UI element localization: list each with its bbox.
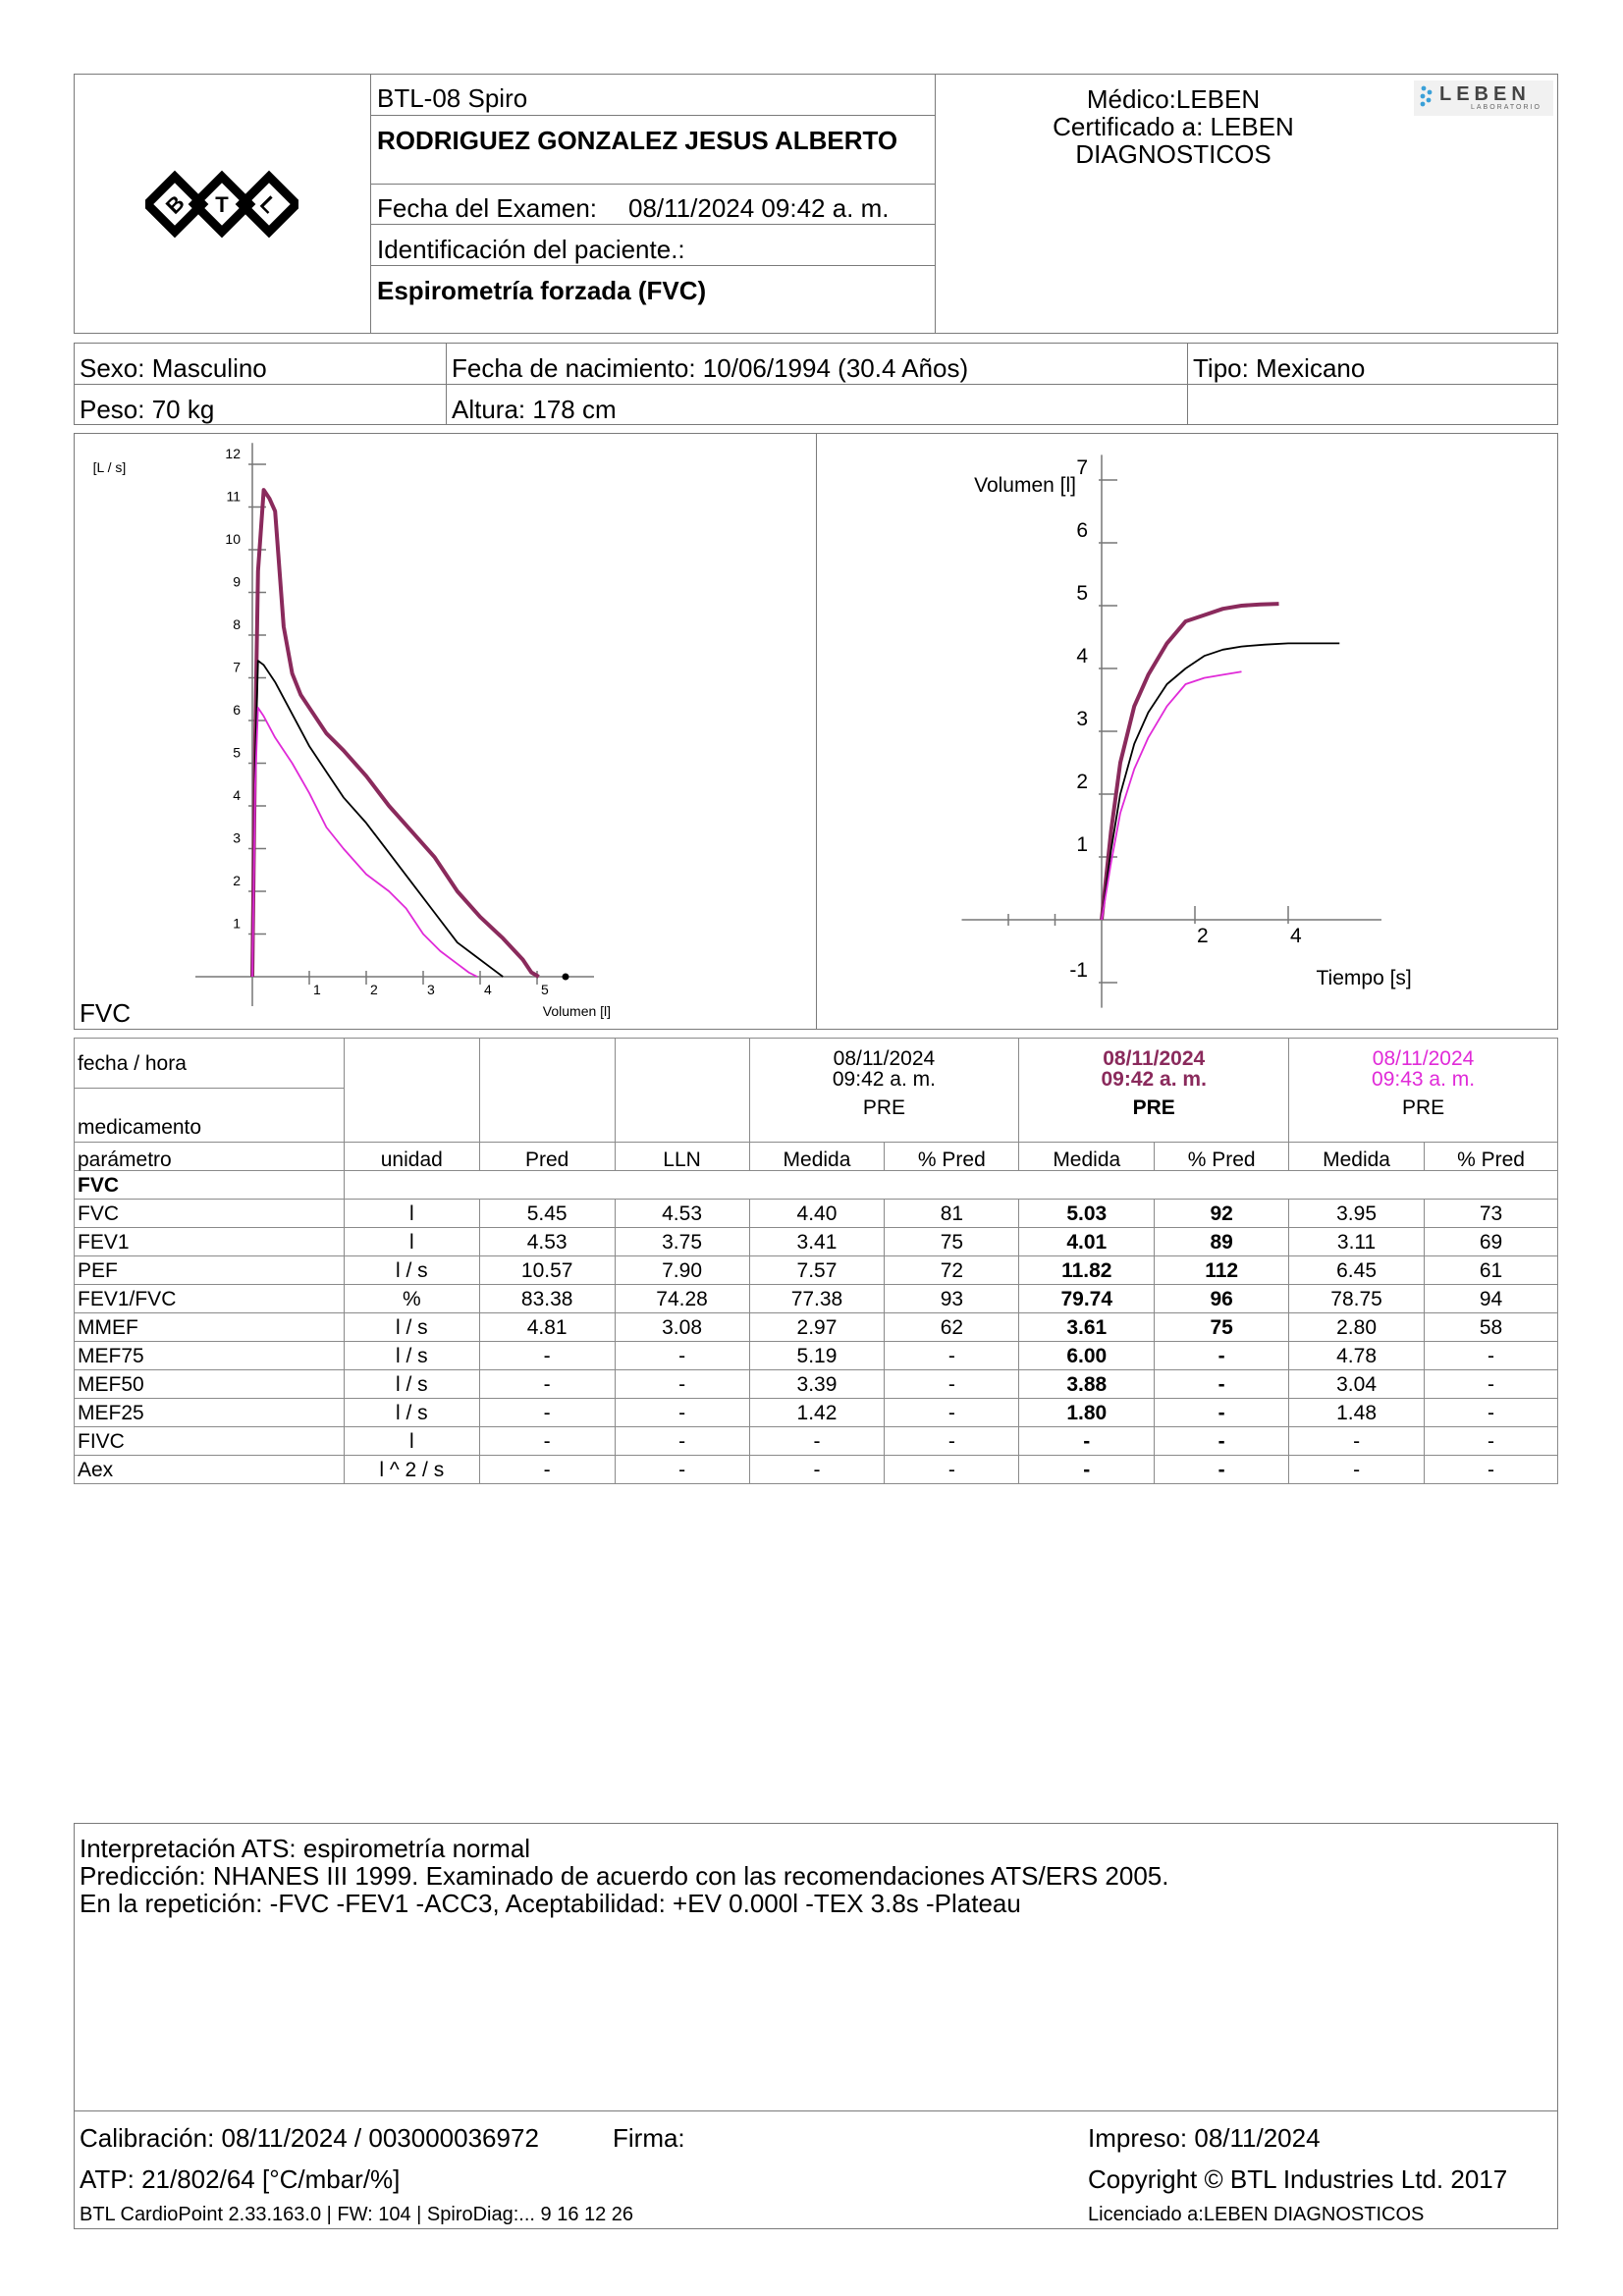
parameter-name: MEF75 bbox=[75, 1342, 345, 1370]
parameter-value: 7.57 bbox=[749, 1256, 885, 1285]
parameter-value: 1.48 bbox=[1289, 1399, 1425, 1427]
patient-id-label: Identificación del paciente.: bbox=[377, 235, 685, 264]
parameter-value: 2.80 bbox=[1289, 1313, 1425, 1342]
table-column-header-row bbox=[75, 1143, 1558, 1171]
vt-y-tick-label: 1 bbox=[1076, 833, 1088, 856]
vt-series-3 bbox=[1102, 671, 1242, 920]
parameter-name: MMEF bbox=[75, 1313, 345, 1342]
parameter-value: - bbox=[749, 1427, 885, 1456]
vt-y-tick-label: 2 bbox=[1076, 771, 1088, 793]
parameter-value: l / s bbox=[344, 1370, 479, 1399]
parameter-value: 11.82 bbox=[1019, 1256, 1155, 1285]
vt-y-tick-label: 5 bbox=[1076, 582, 1088, 605]
software-version: BTL CardioPoint 2.33.163.0 | FW: 104 | SpiroDiag:... 9 16 12 26 bbox=[80, 2204, 634, 2225]
table-row bbox=[75, 1228, 1558, 1256]
parameter-value: - bbox=[479, 1342, 615, 1370]
vt-x-tick-label: 2 bbox=[1197, 925, 1209, 947]
flow-series-2 bbox=[252, 661, 503, 977]
parameter-value: 3.08 bbox=[615, 1313, 749, 1342]
parameter-value: 79.74 bbox=[1019, 1285, 1155, 1313]
table-row bbox=[75, 1399, 1558, 1427]
parameter-value: 4.81 bbox=[479, 1313, 615, 1342]
parameter-value: 3.61 bbox=[1019, 1313, 1155, 1342]
parameter-value: - bbox=[1155, 1399, 1289, 1427]
session-date: 08/11/2024 bbox=[1103, 1047, 1206, 1070]
parameter-value: 6.45 bbox=[1289, 1256, 1425, 1285]
table-row bbox=[75, 1200, 1558, 1228]
flow-y-axis-label: [L / s] bbox=[92, 459, 127, 475]
vt-y-tick-label: -1 bbox=[1069, 959, 1088, 982]
parameter-name: FVC bbox=[75, 1200, 345, 1228]
volume-time-chart bbox=[818, 435, 1556, 1028]
flow-x-axis-label: Volumen [l] bbox=[542, 1003, 612, 1019]
table-row bbox=[75, 1427, 1558, 1456]
group-label: FVC bbox=[75, 1171, 345, 1200]
flow-x-tick-label: 3 bbox=[427, 982, 435, 997]
flow-corner-label: FVC bbox=[80, 998, 131, 1028]
printed-date: Impreso: 08/11/2024 bbox=[1088, 2123, 1321, 2153]
parameter-value: 94 bbox=[1425, 1285, 1558, 1313]
parameter-value: 3.11 bbox=[1289, 1228, 1425, 1256]
parameter-value: - bbox=[1289, 1427, 1425, 1456]
parameter-value: 3.75 bbox=[615, 1228, 749, 1256]
table-row bbox=[75, 1313, 1558, 1342]
parameter-value: - bbox=[885, 1399, 1019, 1427]
session-header bbox=[1019, 1039, 1289, 1143]
table-header-row bbox=[75, 1039, 1558, 1089]
exam-date-label: Fecha del Examen: bbox=[377, 193, 598, 223]
flow-series-1 bbox=[252, 490, 539, 977]
vt-series-2 bbox=[1102, 643, 1339, 920]
parameter-value: 112 bbox=[1155, 1256, 1289, 1285]
parameter-value: 75 bbox=[885, 1228, 1019, 1256]
parameter-value: 3.41 bbox=[749, 1228, 885, 1256]
vt-y-axis-label: Volumen [l] bbox=[974, 474, 1076, 497]
patient-height: Altura: 178 cm bbox=[452, 395, 617, 424]
flow-y-tick-label: 9 bbox=[233, 573, 241, 590]
parameter-value: - bbox=[1425, 1399, 1558, 1427]
session-header bbox=[1289, 1039, 1558, 1143]
patient-sex: Sexo: Masculino bbox=[80, 353, 267, 383]
parameter-value: - bbox=[615, 1399, 749, 1427]
parameter-value: 93 bbox=[885, 1285, 1019, 1313]
column-header: % Pred bbox=[885, 1143, 1019, 1171]
parameter-value: 74.28 bbox=[615, 1285, 749, 1313]
certified-line2: DIAGNOSTICOS bbox=[1075, 139, 1271, 169]
parameter-value: 92 bbox=[1155, 1200, 1289, 1228]
parameter-value: - bbox=[885, 1342, 1019, 1370]
flow-x-tick-label: 5 bbox=[541, 982, 549, 997]
session-medication: PRE bbox=[1401, 1096, 1445, 1119]
column-header: parámetro bbox=[75, 1143, 345, 1171]
flow-volume-chart bbox=[76, 435, 815, 1028]
flow-y-tick-label: 12 bbox=[225, 446, 241, 461]
parameter-value: l bbox=[344, 1427, 479, 1456]
parameter-value: 58 bbox=[1425, 1313, 1558, 1342]
parameter-value: - bbox=[1425, 1427, 1558, 1456]
parameter-value: 5.19 bbox=[749, 1342, 885, 1370]
flow-y-tick-label: 8 bbox=[233, 616, 241, 632]
parameter-value: 10.57 bbox=[479, 1256, 615, 1285]
parameter-value: 3.04 bbox=[1289, 1370, 1425, 1399]
device-name: BTL-08 Spiro bbox=[377, 83, 528, 113]
parameter-value: 96 bbox=[1155, 1285, 1289, 1313]
parameter-value: - bbox=[885, 1370, 1019, 1399]
parameter-name: FEV1/FVC bbox=[75, 1285, 345, 1313]
session-time: 09:42 a. m. bbox=[832, 1068, 936, 1091]
btl-logo bbox=[145, 165, 298, 243]
parameter-value: - bbox=[885, 1456, 1019, 1484]
parameter-value: 4.40 bbox=[749, 1200, 885, 1228]
parameter-value: 73 bbox=[1425, 1200, 1558, 1228]
calibration: Calibración: 08/11/2024 / 003000036972 bbox=[80, 2123, 539, 2153]
flow-y-tick-label: 4 bbox=[233, 787, 241, 803]
header-empty bbox=[479, 1039, 615, 1143]
parameter-value: % bbox=[344, 1285, 479, 1313]
flow-y-tick-label: 2 bbox=[233, 873, 241, 888]
parameter-value: 3.88 bbox=[1019, 1370, 1155, 1399]
column-header: Medida bbox=[1289, 1143, 1425, 1171]
parameter-value: 75 bbox=[1155, 1313, 1289, 1342]
parameter-value: 2.97 bbox=[749, 1313, 885, 1342]
parameter-value: - bbox=[1155, 1370, 1289, 1399]
patient-weight: Peso: 70 kg bbox=[80, 395, 215, 424]
vt-series-1 bbox=[1102, 604, 1279, 920]
parameter-name: MEF50 bbox=[75, 1370, 345, 1399]
vt-y-tick-label: 6 bbox=[1076, 519, 1088, 542]
flow-x-tick-label: 1 bbox=[313, 982, 321, 997]
session-date: 08/11/2024 bbox=[833, 1047, 936, 1070]
parameter-value: - bbox=[615, 1370, 749, 1399]
parameter-value: 4.01 bbox=[1019, 1228, 1155, 1256]
leben-logo-subtext: LABORATORIO bbox=[1471, 104, 1542, 111]
parameter-value: - bbox=[615, 1342, 749, 1370]
parameter-value: 81 bbox=[885, 1200, 1019, 1228]
parameter-value: 61 bbox=[1425, 1256, 1558, 1285]
table-row bbox=[75, 1285, 1558, 1313]
column-header: Medida bbox=[749, 1143, 885, 1171]
btl-logo-b: B bbox=[160, 189, 189, 219]
parameter-value: 69 bbox=[1425, 1228, 1558, 1256]
parameter-value: - bbox=[479, 1399, 615, 1427]
parameter-value: 5.03 bbox=[1019, 1200, 1155, 1228]
column-header: Medida bbox=[1019, 1143, 1155, 1171]
parameter-value: 7.90 bbox=[615, 1256, 749, 1285]
doctor: Médico:LEBEN bbox=[1086, 84, 1261, 114]
parameter-name: FEV1 bbox=[75, 1228, 345, 1256]
parameter-value: 89 bbox=[1155, 1228, 1289, 1256]
session-time: 09:43 a. m. bbox=[1372, 1068, 1476, 1091]
interpretation-line2: Predicción: NHANES III 1999. Examinado de acuerdo con las recomendaciones ATS/ERS 2005. bbox=[80, 1861, 1169, 1891]
parameter-value: - bbox=[615, 1427, 749, 1456]
flow-x-tick-label: 4 bbox=[484, 982, 492, 997]
parameter-value: - bbox=[1155, 1342, 1289, 1370]
vt-x-axis-label: Tiempo [s] bbox=[1316, 967, 1412, 989]
parameter-name: Aex bbox=[75, 1456, 345, 1484]
exam-date: 08/11/2024 09:42 a. m. bbox=[628, 193, 890, 223]
parameter-value: l / s bbox=[344, 1256, 479, 1285]
parameter-name: PEF bbox=[75, 1256, 345, 1285]
table-row bbox=[75, 1370, 1558, 1399]
licensed-to: Licenciado a:LEBEN DIAGNOSTICOS bbox=[1088, 2204, 1425, 2225]
flow-end-marker bbox=[563, 974, 569, 981]
parameter-value: - bbox=[885, 1427, 1019, 1456]
parameter-value: l / s bbox=[344, 1399, 479, 1427]
table-group-row bbox=[75, 1171, 1558, 1200]
patient-birth: Fecha de nacimiento: 10/06/1994 (30.4 Años) bbox=[452, 353, 969, 383]
parameter-value: 1.80 bbox=[1019, 1399, 1155, 1427]
parameter-value: l bbox=[344, 1228, 479, 1256]
session-time: 09:42 a. m. bbox=[1101, 1068, 1207, 1091]
patient-type: Tipo: Mexicano bbox=[1193, 353, 1366, 383]
parameter-value: 4.53 bbox=[615, 1200, 749, 1228]
parameter-value: l / s bbox=[344, 1342, 479, 1370]
signature-label: Firma: bbox=[613, 2123, 685, 2153]
parameter-value: - bbox=[1425, 1370, 1558, 1399]
test-type: Espirometría forzada (FVC) bbox=[377, 276, 707, 305]
interpretation-line3: En la repetición: -FVC -FEV1 -ACC3, Aceptabilidad: +EV 0.000l -TEX 3.8s -Plateau bbox=[80, 1889, 1021, 1918]
column-header: % Pred bbox=[1155, 1143, 1289, 1171]
column-header: LLN bbox=[615, 1143, 749, 1171]
parameter-value: - bbox=[615, 1456, 749, 1484]
flow-y-tick-label: 6 bbox=[233, 702, 241, 718]
header-empty bbox=[344, 1039, 479, 1143]
parameter-value: 62 bbox=[885, 1313, 1019, 1342]
parameter-name: FIVC bbox=[75, 1427, 345, 1456]
leben-logo-text: LEBEN bbox=[1439, 83, 1531, 105]
flow-y-tick-label: 11 bbox=[226, 488, 241, 505]
interpretation-line1: Interpretación ATS: espirometría normal bbox=[80, 1834, 531, 1863]
parameter-name: MEF25 bbox=[75, 1399, 345, 1427]
leben-logo bbox=[1414, 80, 1553, 116]
parameter-value: 1.42 bbox=[749, 1399, 885, 1427]
parameter-value: 78.75 bbox=[1289, 1285, 1425, 1313]
header-medicamento: medicamento bbox=[75, 1089, 345, 1143]
parameter-value: - bbox=[479, 1370, 615, 1399]
session-medication: PRE bbox=[862, 1096, 905, 1119]
flow-y-tick-label: 5 bbox=[233, 744, 241, 761]
parameter-value: l bbox=[344, 1200, 479, 1228]
flow-x-tick-label: 2 bbox=[370, 982, 378, 997]
session-date: 08/11/2024 bbox=[1372, 1047, 1475, 1070]
parameter-value: 6.00 bbox=[1019, 1342, 1155, 1370]
header-empty bbox=[615, 1039, 749, 1143]
parameter-value: 83.38 bbox=[479, 1285, 615, 1313]
atp: ATP: 21/802/64 [°C/mbar/%] bbox=[80, 2164, 401, 2194]
parameter-value: l ^ 2 / s bbox=[344, 1456, 479, 1484]
parameter-value: 4.53 bbox=[479, 1228, 615, 1256]
parameter-value: l / s bbox=[344, 1313, 479, 1342]
certified-line1: Certificado a: LEBEN bbox=[1053, 112, 1294, 141]
parameter-value: - bbox=[479, 1427, 615, 1456]
session-header bbox=[749, 1039, 1019, 1143]
patient-name: RODRIGUEZ GONZALEZ JESUS ALBERTO bbox=[377, 126, 898, 155]
flow-y-tick-label: 10 bbox=[225, 531, 241, 547]
parameter-value: - bbox=[479, 1456, 615, 1484]
header-fecha-hora: fecha / hora bbox=[75, 1039, 345, 1089]
vt-y-tick-label: 4 bbox=[1076, 645, 1088, 667]
btl-logo-l: L bbox=[255, 190, 283, 218]
flow-y-tick-label: 7 bbox=[233, 659, 241, 675]
table-row bbox=[75, 1256, 1558, 1285]
table-row bbox=[75, 1456, 1558, 1484]
table-row bbox=[75, 1342, 1558, 1370]
vt-y-tick-label: 7 bbox=[1076, 456, 1088, 479]
group-empty bbox=[344, 1171, 1557, 1200]
parameter-value: - bbox=[1155, 1427, 1289, 1456]
parameter-value: 3.39 bbox=[749, 1370, 885, 1399]
parameter-value: - bbox=[1425, 1456, 1558, 1484]
flow-series-3 bbox=[252, 708, 477, 977]
parameter-value: - bbox=[1019, 1456, 1155, 1484]
parameter-value: 5.45 bbox=[479, 1200, 615, 1228]
parameter-value: 4.78 bbox=[1289, 1342, 1425, 1370]
vt-y-tick-label: 3 bbox=[1076, 708, 1088, 730]
parameter-value: 77.38 bbox=[749, 1285, 885, 1313]
parameter-value: - bbox=[1019, 1427, 1155, 1456]
parameter-value: - bbox=[1155, 1456, 1289, 1484]
flow-y-tick-label: 3 bbox=[233, 829, 241, 846]
copyright: Copyright © BTL Industries Ltd. 2017 bbox=[1088, 2164, 1508, 2194]
column-header: Pred bbox=[479, 1143, 615, 1171]
session-medication: PRE bbox=[1132, 1096, 1175, 1119]
flow-y-tick-label: 1 bbox=[233, 915, 241, 932]
parameter-value: - bbox=[1425, 1342, 1558, 1370]
vt-x-tick-label: 4 bbox=[1290, 925, 1302, 947]
parameter-value: - bbox=[749, 1456, 885, 1484]
btl-logo-t: T bbox=[215, 192, 229, 217]
column-header: unidad bbox=[344, 1143, 479, 1171]
parameter-value: - bbox=[1289, 1456, 1425, 1484]
column-header: % Pred bbox=[1425, 1143, 1558, 1171]
parameters-table bbox=[74, 1038, 1558, 1484]
parameter-value: 3.95 bbox=[1289, 1200, 1425, 1228]
parameter-value: 72 bbox=[885, 1256, 1019, 1285]
